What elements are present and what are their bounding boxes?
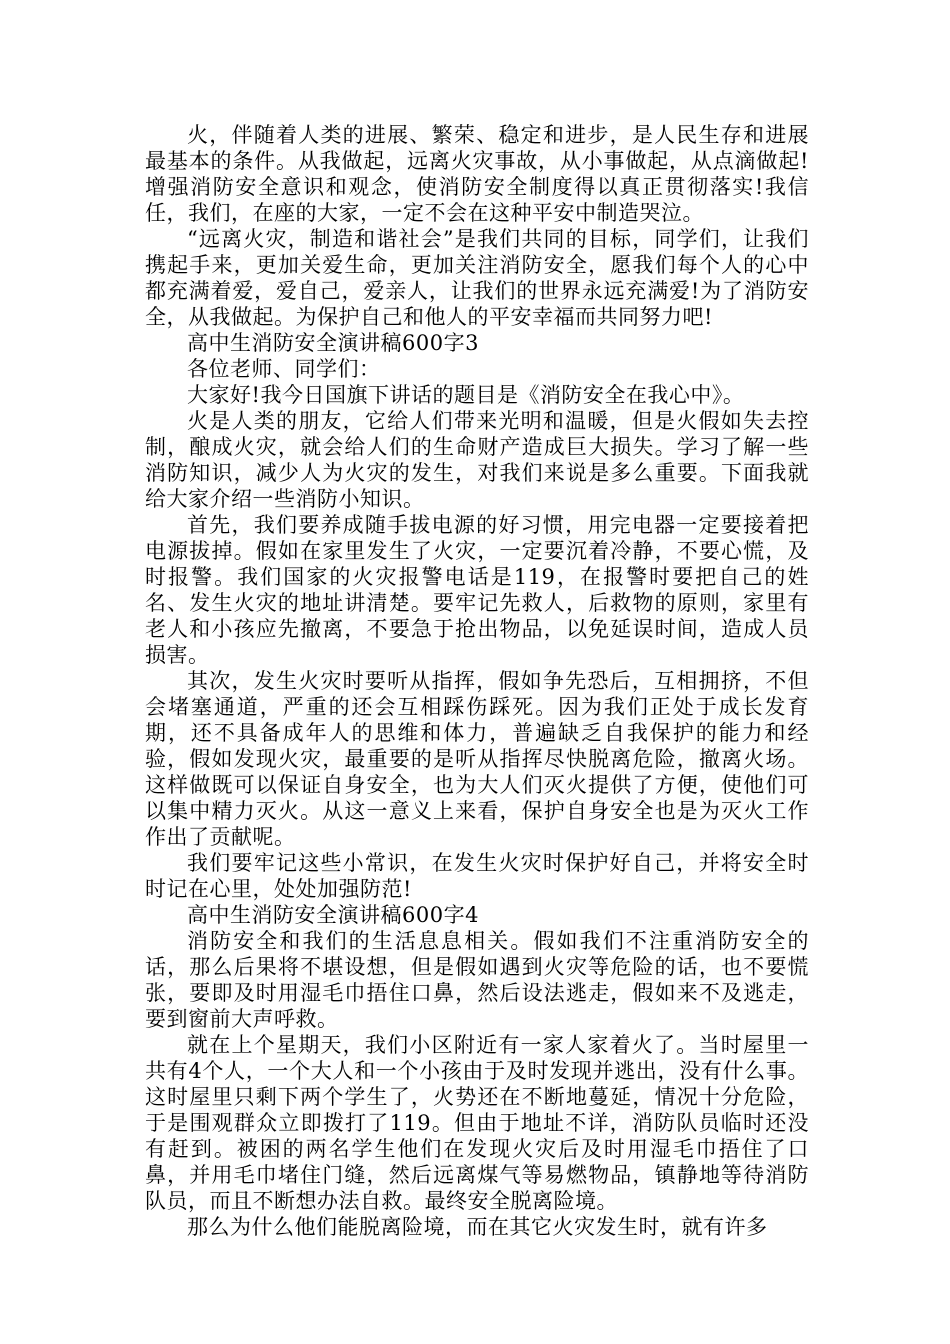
paragraph-essay4-1: 消防安全和我们的生活息息相关。假如我们不注重消防安全的话，那么后果将不堪设想，但是假如遇到火灾等危险的话，也不要慌张，要即及时用湿毛巾捂住口鼻，然后设法逃走，假如来不及逃走，要到窗前大声呼救。 (145, 929, 809, 1031)
paragraph-intro: 火是人类的朋友，它给人们带来光明和温暖，但是火假如失去控制，酿成火灾，就会给人们的生命财产造成巨大损失。学习了解一些消防知识，减少人为火灾的发生，对我们来说是多么重要。下面我就给大家介绍一些消防小知识。 (145, 409, 809, 511)
section-heading-4: 高中生消防安全演讲稿600字4 (187, 903, 479, 927)
paragraph-essay4-3: 那么为什么他们能脱离险境，而在其它火灾发生时，就有许多 (187, 1215, 768, 1239)
paragraph-closing-1: 火，伴随着人类的进展、繁荣、稳定和进步，是人民生存和进展最基本的条件。从我做起，远离火灾事故，从小事做起，从点滴做起!增强消防安全意识和观念，使消防安全制度得以真正贯彻落实!我信任，我们，在座的大家，一定不会在这种平安中制造哭泣。 (145, 123, 809, 225)
paragraph-closing-2: “远离火灾，制造和谐社会”是我们共同的目标，同学们，让我们携起手来，更加关爱生命，更加关注消防安全，愿我们每个人的心中都充满着爱，爱自己，爱亲人，让我们的世界永远充满爱!为了消防安全，从我做起。为保护自己和他人的平安幸福而共同努力吧! (145, 227, 809, 329)
paragraph-second: 其次，发生火灾时要听从指挥，假如争先恐后，互相拥挤，不但会堵塞通道，严重的还会互相踩伤踩死。因为我们正处于成长发育期，还不具备成年人的思维和体力，普遍缺乏自我保护的能力和经验，假如发现火灾，最重要的是听从指挥尽快脱离危险，撤离火场。这样做既可以保证自身安全，也为大人们灭火提供了方便，使他们可以集中精力灭火。从这一意义上来看，保护自身安全也是为灭火工作作出了贡献呢。 (145, 669, 809, 849)
greeting-paragraph: 大家好!我今日国旗下讲话的题目是《消防安全在我心中》。 (187, 383, 745, 407)
paragraph-summary: 我们要牢记这些小常识，在发生火灾时保护好自己，并将安全时时记在心里，处处加强防范! (145, 851, 809, 901)
paragraph-essay4-2: 就在上个星期天，我们小区附近有一家人家着火了。当时屋里一共有4个人，一个大人和一个小孩由于及时发现并逃出，没有什么事。这时屋里只剩下两个学生了，火势还在不断地蔓延，情况十分危险，于是围观群众立即拨打了119。但由于地址不详，消防队员临时还没有赶到。被困的两名学生他们在发现火灾后及时用湿毛巾捂住了口鼻，并用毛巾堵住门缝，然后远离煤气等易燃物品，镇静地等待消防队员，而且不断想办法自救。最终安全脱离险境。 (145, 1033, 809, 1213)
document-page (145, 122, 809, 1240)
salutation: 各位老师、同学们： (187, 357, 381, 381)
section-heading-3: 高中生消防安全演讲稿600字3 (187, 331, 479, 355)
paragraph-first: 首先，我们要养成随手拔电源的好习惯，用完电器一定要接着把电源拔掉。假如在家里发生了火灾，一定要沉着冷静，不要心慌，及时报警。我们国家的火灾报警电话是119，在报警时要把自己的姓名、发生火灾的地址讲清楚。要牢记先救人，后救物的原则，家里有老人和小孩应先撤离，不要急于抢出物品，以免延误时间，造成人员损害。 (145, 513, 809, 667)
